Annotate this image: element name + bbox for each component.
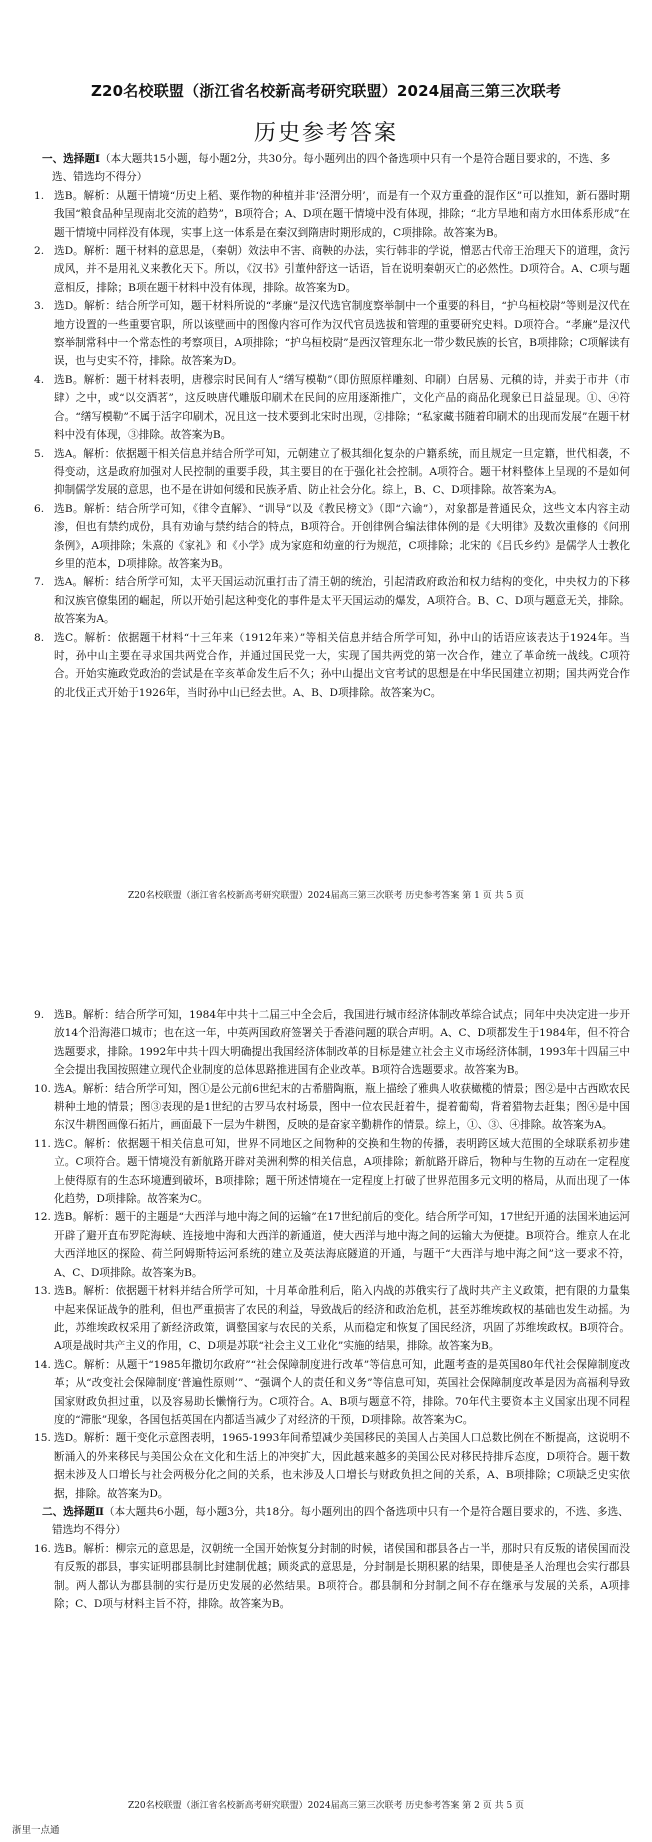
item-text: 选B。解析：依据题干材料并结合所学可知，十月革命胜利后，陷入内战的苏俄实行了战时共产主义政策，把有限的力量集中起来保证战争的胜利，但也严重损害了农民的利益，导致战后的经济和政治危机，甚至苏维埃政权的基础也发生动摇。为此，苏维埃政权采用了新经济政策，调整国家与农民的关系，从而稳定和恢复了国民经济，巩固了苏维埃政权。B项符合。A项是战时共产主义的作用，C、D项是苏联“社会主义工业化”实施的结果，排除。故答案为B。	[54, 1285, 630, 1353]
item-text: 选A。解析：依据题干相关信息并结合所学可知，元朝建立了极其细化复杂的户籍系统，而且规定一旦定籍，世代相袭，不得变动，这是政府加强对人民控制的重要手段，其主要目的在于强化社会控制。A项符合。题干材料整体上呈现的不是如何抑制儒学发展的意思，也不是在讲如何缓和民族矛盾、防止社会分化。综上，B、C、D项排除。故答案为A。	[54, 447, 630, 497]
source-watermark: 浙里一点通	[12, 1825, 60, 1836]
page-footer: Z20名校联盟（浙江省名校新高考研究联盟）2024届高三第三次联考 历史参考答案 第 2 页 共 5 页	[127, 1801, 525, 1811]
item-number: 1.	[34, 189, 45, 202]
item-text: 选B。解析：题干的主题是“大西洋与地中海之间的运输”在17世纪前后的变化。结合所学可知，17世纪开通的法国米迪运河开辟了避开直布罗陀海峡、连接地中海和大西洋的新通道，使大西洋与地中海之间的运输大为便捷。B项符合。维京人在北大西洋地区的探险、荷兰阿姆斯特运河系统的建立及英法海底隧道的开通，与题干“大西洋与地中海之间”这一要求不符，A、C、D项排除。故答案为B。	[54, 1211, 630, 1279]
answer-item	[30, 1540, 630, 1614]
section-heading-2	[30, 1503, 630, 1540]
answer-item	[30, 1429, 630, 1503]
item-text: 选C。解析：从题干“1985年撒切尔政府”“社会保障制度进行改革”等信息可知，此题考查的是英国80年代社会保障制度改革；从“改变社会保障制度‘普遍性原则’”、“强调个人的责任和义务”等信息可知，英国社会保障制度改革是因为高福利导致国家财政负担过重，以及容易助长懒惰行为。C项符合。A、B项与题意不符，排除。70年代主要资本主义国家出现不同程度的“滞胀”现象，各国包括英国在内都适当减少了对经济的干预，D项排除。故答案为C。	[54, 1358, 630, 1426]
answer-item	[30, 1356, 630, 1430]
answer-item	[30, 1282, 630, 1356]
exam-title: Z20名校联盟（浙江省名校新高考研究联盟）2024届高三第三次联考	[90, 82, 562, 100]
item-number: 3.	[34, 300, 45, 313]
item-text: 选A。解析：结合所学可知，太平天国运动沉重打击了清王朝的统治，引起清政府政治和权力结构的变化，中央权力的下移和汉族官僚集团的崛起，所以开始引起这种变化的事件是太平天国运动的爆发，A项符合。B、C、D项与题意无关，排除。故答案为A。	[54, 576, 630, 626]
answer-item	[30, 573, 630, 628]
item-number: 5.	[34, 447, 45, 460]
item-text: 选C。解析：依据题干相关信息可知，世界不同地区之间物种的交换和生物的传播，表明跨区域大范围的全球联系初步建立。C项符合。题干情境没有新航路开辟对美洲利弊的相关信息，A项排除；新航路开辟后，物种与生物的互动在一定程度上使得原有的生态环境遭到破坏，B项排除；题干所述情境在一定程度上打破了世界范围多元文明的格局，从而出现了一体化趋势，D项排除。故答案为C。	[54, 1137, 630, 1206]
item-number: 13.	[34, 1285, 51, 1298]
item-number: 14.	[34, 1358, 51, 1371]
answer-item	[30, 242, 630, 297]
section-description: （本大题共6小题，每小题3分，共18分。每小题列出的四个备选项中只有一个是符合题目要求的，不选、多选、错选均不得分）	[52, 1505, 629, 1537]
answer-item	[30, 629, 630, 703]
item-number: 6.	[34, 502, 45, 515]
item-text: 选B。解析：从题干情境“历史上稻、粟作物的种植并非‘泾渭分明’，而是有一个双方重叠的混作区”可以推知，新石器时期我国“粮食品种呈现南北交流的趋势”，B项符合；A、D项在题干情境中没有体现，排除；“北方旱地和南方水田体系形成”在题干情境中同样没有体现，实事上这一体系是在秦汉到隋唐时期形成的，C项排除。故答案为B。	[54, 189, 630, 239]
item-number: 8.	[34, 631, 45, 644]
answer-item	[30, 1006, 630, 1080]
answer-item	[30, 297, 630, 371]
item-number: 11.	[34, 1137, 51, 1150]
section-label: 二、选择题Ⅱ	[42, 1505, 104, 1518]
page-footer: Z20名校联盟（浙江省名校新高考研究联盟）2024届高三第三次联考 历史参考答案 第 1 页 共 5 页	[127, 891, 525, 901]
item-text: 选B。解析：题干材料表明，唐穆宗时民间有人“缮写模勒”（即仿照原样雕刻、印刷）白居易、元稹的诗，并卖于市井（市肆）之中，或“以交酒茗”，这反映唐代雕版印刷术在民间的应用逐渐推广，文化产品的商品化现象已日益显现。①、④符合。“缮写模勒”不属于活字印刷术，况且这一技术要到北宋时出现，②排除；“私家藏书随着印刷术的出现而发展”在题干材料中没有体现，③排除。故答案为B。	[54, 373, 630, 442]
answer-item	[30, 1135, 630, 1209]
item-text: 选B。解析：结合所学可知，1984年中共十二届三中全会后，我国进行城市经济体制改革综合试点；同年中央决定进一步开放14个沿海港口城市；也在这一年，中英两国政府签署关于香港问题的联合声明。A、C、D项都发生于1984年，但不符合选题要求，排除。1992年中共十四大明确提出我国经济体制改革的目标是建立社会主义市场经济体制，1993年十四届三中全会提出我国按照建立现代企业制度的总体思路推进国有企业改革。B项符合选题要求。故答案为B。	[54, 1009, 630, 1077]
item-number: 15.	[34, 1432, 51, 1445]
page1-content	[30, 150, 630, 702]
item-number: 7.	[34, 576, 45, 589]
item-number: 10.	[34, 1082, 51, 1095]
page2-content	[30, 1006, 630, 1613]
item-text: 选C。解析：依据题干材料“十三年来（1912年来）”等相关信息并结合所学可知，孙中山的话语应该表达于1924年。当时，孙中山主要在寻求国共两党合作，并通过国民党一大，实现了国共两党的第一次合作，建立了革命统一战线。C项符合。开始实施政党政治的尝试是在辛亥革命发生后不久；孙中山提出文官考试的思想是在中华民国建立初期；国共两党合作的北伐正式开始于1926年，当时孙中山已经去世。A、B、D项排除。故答案为C。	[54, 631, 630, 699]
section-heading-1	[30, 150, 630, 187]
item-number: 12.	[34, 1211, 51, 1224]
item-text: 选D。解析：题干变化示意图表明，1965-1993年间希望减少美国移民的美国人占美国人口总数比例在不断提高，这说明不断涌入的外来移民与美国公众在文化和生活上的冲突扩大，因此越来越多的美国公民对移民持排斥态度，D项符合。题干数据未涉及人口增长与社会两极分化之间的关系，也未涉及人口增长与财政负担之间的关系，A、B项排除；C项缺乏史实依据，排除。故答案为D。	[54, 1432, 630, 1500]
item-number: 2.	[34, 245, 45, 258]
answer-page-2	[0, 1006, 652, 1826]
answer-item	[30, 371, 630, 445]
answer-item	[30, 187, 630, 242]
item-number: 4.	[34, 373, 45, 386]
answer-item	[30, 1208, 630, 1282]
answer-title: 历史参考答案	[253, 121, 398, 146]
item-text: 选D。解析：结合所学可知，题干材料所说的“孝廉”是汉代选官制度察举制中一个重要的科目，“护乌桓校尉”等则是汉代在地方设置的一些重要官职，所以该壁画中的图像内容可作为汉代官员选拔和管理的重要研究史料。D项符合。“孝廉”是汉代察举制常科中一个常态性的考察项目，A项排除；“护乌桓校尉”是西汉管理东北一带少数民族的长官，B项排除；C项解读有误，也与史实不符，排除。故答案为D。	[54, 300, 630, 368]
item-text: 选A。解析：结合所学可知，图①是公元前6世纪末的古希腊陶瓶，瓶上描绘了雅典人收获橄榄的情景；图②是中古西欧农民耕种土地的情景；图③表现的是1世纪的古罗马农村场景，图中一位农民赶着牛，提着葡萄，背着猎物去赶集；图④是中国东汉牛耕图画像石拓片，画面最下一层为牛耕图，反映的是奋家辛勤耕作的情景。综上，①、③、④排除。故答案为A。	[54, 1082, 630, 1132]
item-text: 选B。解析：柳宗元的意思是，汉朝统一全国开始恢复分封制的时候，诸侯国和郡县各占一半，那时只有反叛的诸侯国而没有反叛的郡县，事实证明郡县制比封建制优越；顾炎武的意思是，分封制是长期积累的结果，即使是圣人治理也会实行郡县制。两人都认为郡县制的实行是历史发展的必然结果。B项符合。郡县制和分封制之间不存在继承与发展的关系，A项排除；C、D项与材料主旨不符，排除。故答案为B。	[54, 1542, 630, 1610]
item-text: 选B。解析：结合所学可知，《律令直解》、“训导”以及《教民榜文》（即“六谕”），对象都是普通民众，这些文本内容主动渗，但也有禁约成份，具有劝谕与禁约结合的特点，B项符合。开创律例合编法律体例的是《大明律》及数次重修的《问刑条例》，A项排除；朱熹的《家礼》和《小学》成为家庭和幼童的行为规范，C项排除；北宋的《吕氏乡约》是儒学人士教化乡里的范本，D项排除。故答案为B。	[54, 502, 630, 570]
item-number: 9.	[34, 1009, 45, 1021]
section-description: （本大题共15小题，每小题2分，共30分。每小题列出的四个备选项中只有一个是符合题目要求的，不选、多选、错选均不得分）	[52, 153, 611, 184]
answer-item	[30, 1080, 630, 1135]
answer-item	[30, 445, 630, 500]
item-number: 16.	[34, 1542, 51, 1555]
section-label: 一、选择题Ⅰ	[42, 153, 100, 165]
item-text: 选D。解析：题干材料的意思是，（秦朝）效法申不害、商鞅的办法，实行韩非的学说，憎恶古代帝王治理天下的道理，贪污成风，并不是用礼义来教化天下。所以，《汉书》引董仲舒这一话语，旨在说明秦朝灭亡的必然性。D项符合。A、C项与题意相反，排除；B项在题干材料中没有体现，排除。故答案为D。	[54, 245, 630, 294]
answer-item	[30, 500, 630, 574]
